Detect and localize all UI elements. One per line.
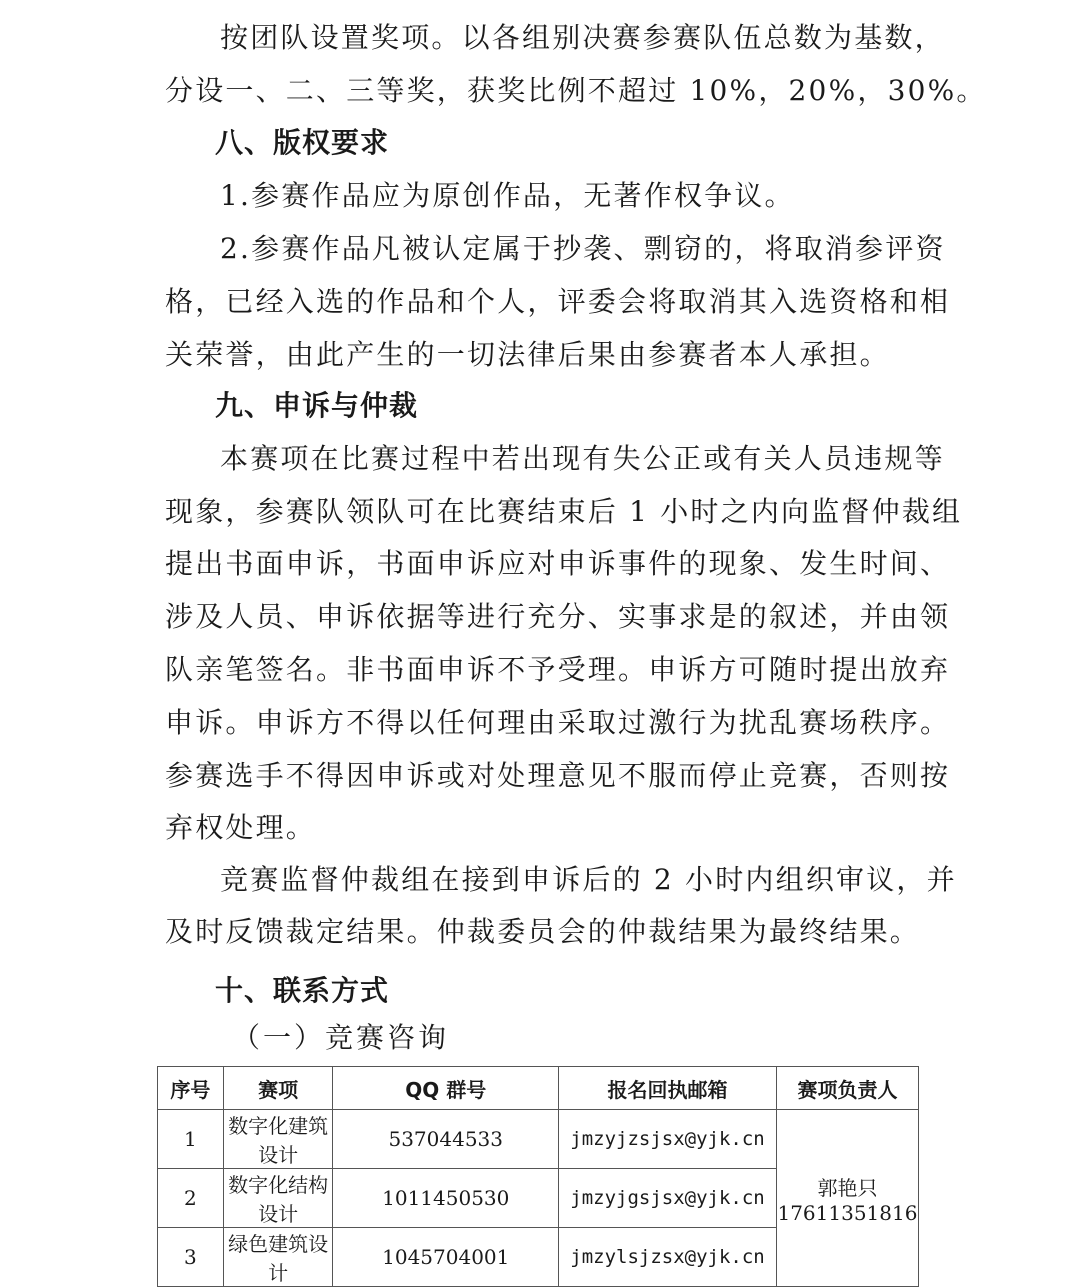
row-no: 1 — [158, 1110, 224, 1169]
row-event: 绿色建筑设计 — [223, 1228, 333, 1287]
section-8-heading: 八、版权要求 — [215, 126, 390, 159]
contact-table — [157, 1066, 919, 1287]
appeal-line-8: 弃权处理。 — [165, 811, 317, 844]
row-qq: 537044533 — [333, 1110, 559, 1169]
section-9-heading: 九、申诉与仲裁 — [215, 389, 419, 422]
header-event: 赛项 — [223, 1067, 333, 1110]
appeal-line-6: 申诉。申诉方不得以任何理由采取过激行为扰乱赛场秩序。 — [165, 706, 951, 739]
row-email: jmzyjzsjsx@yjk.cn — [559, 1110, 777, 1169]
awards-line-2: 分设一、二、三等奖，获奖比例不超过 10%，20%，30%。 — [165, 74, 987, 107]
row-email: jmzylsjzsx@yjk.cn — [559, 1228, 777, 1287]
appeal-line-7: 参赛选手不得因申诉或对处理意见不服而停止竞赛，否则按 — [165, 759, 951, 792]
section-10-heading: 十、联系方式 — [215, 974, 390, 1007]
header-qq: QQ 群号 — [333, 1067, 559, 1110]
contact-phone: 17611351816 — [777, 1200, 918, 1225]
contact-name: 郭艳只 — [817, 1175, 878, 1200]
copyright-item-2-line-3: 关荣誉，由此产生的一切法律后果由参赛者本人承担。 — [165, 338, 890, 371]
contest-consulting-subheading: （一）竞赛咨询 — [232, 1021, 450, 1054]
appeal-line-4: 涉及人员、申诉依据等进行充分、实事求是的叙述，并由领 — [165, 600, 951, 633]
table-header-row — [158, 1067, 919, 1110]
row-event: 数字化建筑设计 — [223, 1110, 333, 1169]
row-email: jmzyjgsjsx@yjk.cn — [559, 1169, 777, 1228]
header-no: 序号 — [158, 1067, 224, 1110]
appeal-line-2: 现象，参赛队领队可在比赛结束后 1 小时之内向监督仲裁组 — [165, 495, 963, 528]
arbitration-line-2: 及时反馈裁定结果。仲裁委员会的仲裁结果为最终结果。 — [165, 915, 921, 948]
copyright-item-2-line-1: 2.参赛作品凡被认定属于抄袭、剽窃的，将取消参评资 — [220, 232, 946, 265]
row-qq: 1045704001 — [333, 1228, 559, 1287]
header-email: 报名回执邮箱 — [559, 1067, 777, 1110]
contact-cell — [776, 1110, 918, 1287]
row-no: 3 — [158, 1228, 224, 1287]
row-event: 数字化结构设计 — [223, 1169, 333, 1228]
copyright-item-1: 1.参赛作品应为原创作品，无著作权争议。 — [220, 179, 795, 212]
appeal-line-1: 本赛项在比赛过程中若出现有失公正或有关人员违规等 — [220, 442, 945, 475]
row-no: 2 — [158, 1169, 224, 1228]
awards-line-1: 按团队设置奖项。以各组别决赛参赛队伍总数为基数， — [220, 21, 945, 54]
table-row — [158, 1110, 919, 1169]
arbitration-line-1: 竞赛监督仲裁组在接到申诉后的 2 小时内组织审议，并 — [220, 863, 957, 896]
appeal-line-3: 提出书面申诉，书面申诉应对申诉事件的现象、发生时间、 — [165, 547, 951, 580]
appeal-line-5: 队亲笔签名。非书面申诉不予受理。申诉方可随时提出放弃 — [165, 653, 951, 686]
header-contact: 赛项负责人 — [776, 1067, 918, 1110]
copyright-item-2-line-2: 格，已经入选的作品和个人，评委会将取消其入选资格和相 — [165, 285, 951, 318]
row-qq: 1011450530 — [333, 1169, 559, 1228]
